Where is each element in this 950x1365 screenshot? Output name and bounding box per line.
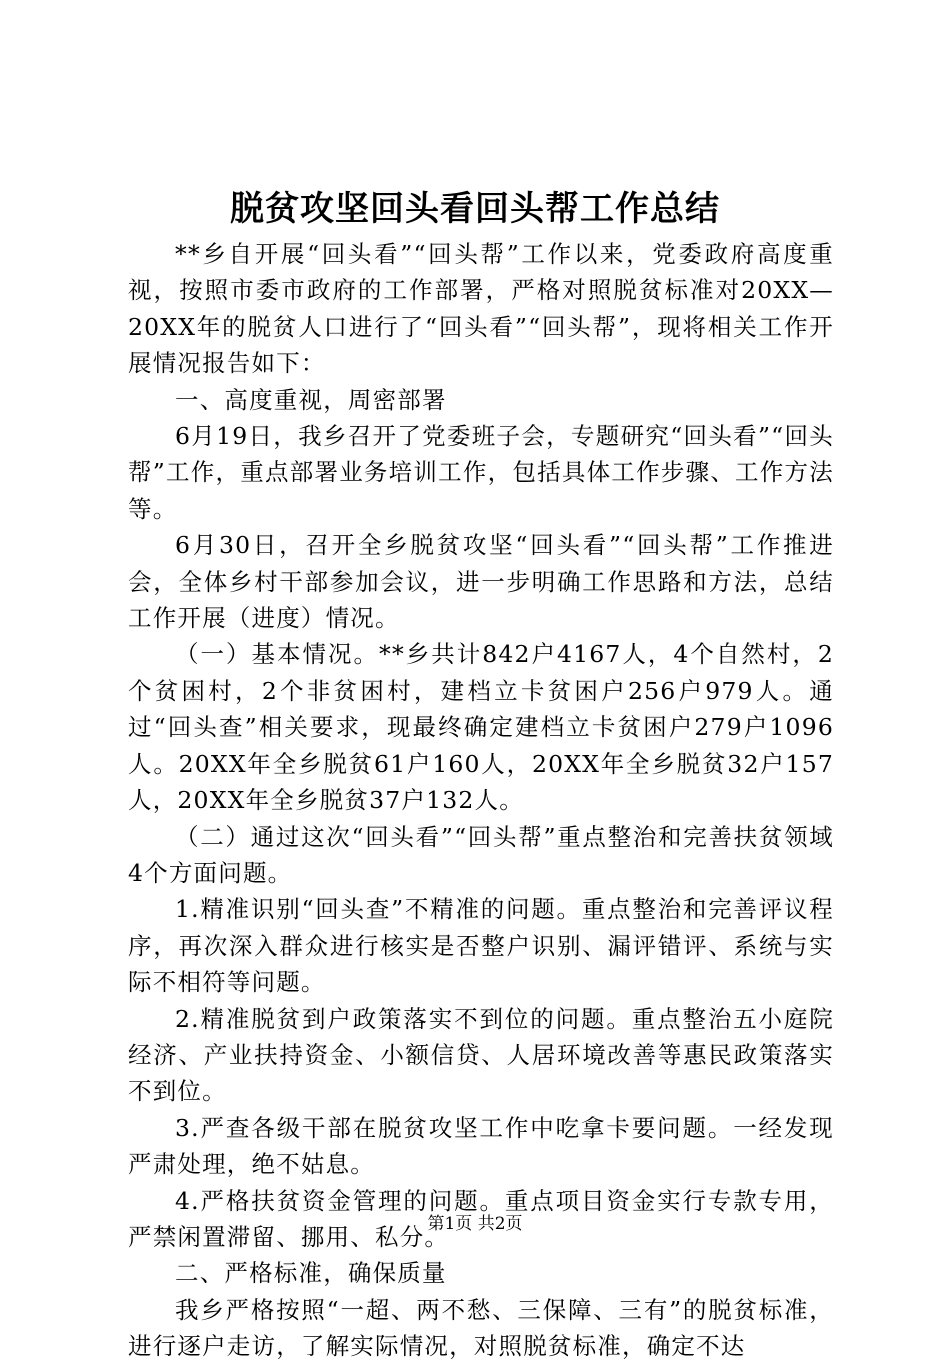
list-item: 1.精准识别“回头查”不精准的问题。重点整治和完善评议程序，再次深入群众进行核实是否整户识别、漏评错评、系统与实际不相符等问题。 (128, 895, 834, 997)
paragraph: （二）通过这次“回头看”“回头帮”重点整治和完善扶贫领域4个方面问题。 (128, 822, 834, 887)
list-item: 3.严查各级干部在脱贫攻坚工作中吃拿卡要问题。一经发现严肃处理，绝不姑息。 (128, 1113, 834, 1179)
paragraph: 我乡严格按照“一超、两不愁、三保障、三有”的脱贫标准，进行逐户走访，了解实际情况，对照脱贫标准，确定不达 (128, 1295, 834, 1361)
paragraph: 6月19日，我乡召开了党委班子会，专题研究“回头看”“回头帮”工作，重点部署业务培训工作，包括具体工作步骤、工作方法等。 (128, 422, 834, 523)
list-item: 2.精准脱贫到户政策落实不到位的问题。重点整治五小庭院经济、产业扶持资金、小额信贷、人居环境改善等惠民政策落实不到位。 (128, 1004, 834, 1106)
section-heading: 一、高度重视，周密部署 (175, 385, 447, 414)
page-number-footer: 第1页 共2页 (427, 1214, 523, 1234)
section-heading: 二、严格标准，确保质量 (175, 1259, 447, 1288)
document-title: 脱贫攻坚回头看回头帮工作总结 (230, 189, 720, 229)
paragraph: （一）基本情况。**乡共计842户4167人，4个自然村，2个贫困村，2个非贫困村，建档立卡贫困户256户979人。通过“回头查”相关要求，现最终确定建档立卡贫困户279户1096人。20XX年全乡脱贫61户160人，20XX年全乡脱贫32户157人，20XX年全乡脱贫37户132人。 (128, 640, 834, 815)
document-body (128, 236, 834, 1365)
paragraph: **乡自开展“回头看”“回头帮”工作以来，党委政府高度重视，按照市委市政府的工作部署，严格对照脱贫标准对20XX—20XX年的脱贫人口进行了“回头看”“回头帮”，现将相关工作开展情况报告如下： (128, 240, 834, 378)
paragraph: 6月30日，召开全乡脱贫攻坚“回头看”“回头帮”工作推进会，全体乡村干部参加会议，进一步明确工作思路和方法，总结工作开展（进度）情况。 (128, 531, 834, 633)
list-item: 4.严格扶贫资金管理的问题。重点项目资金实行专款专用，严禁闲置滞留、挪用、私分。 (128, 1186, 834, 1251)
